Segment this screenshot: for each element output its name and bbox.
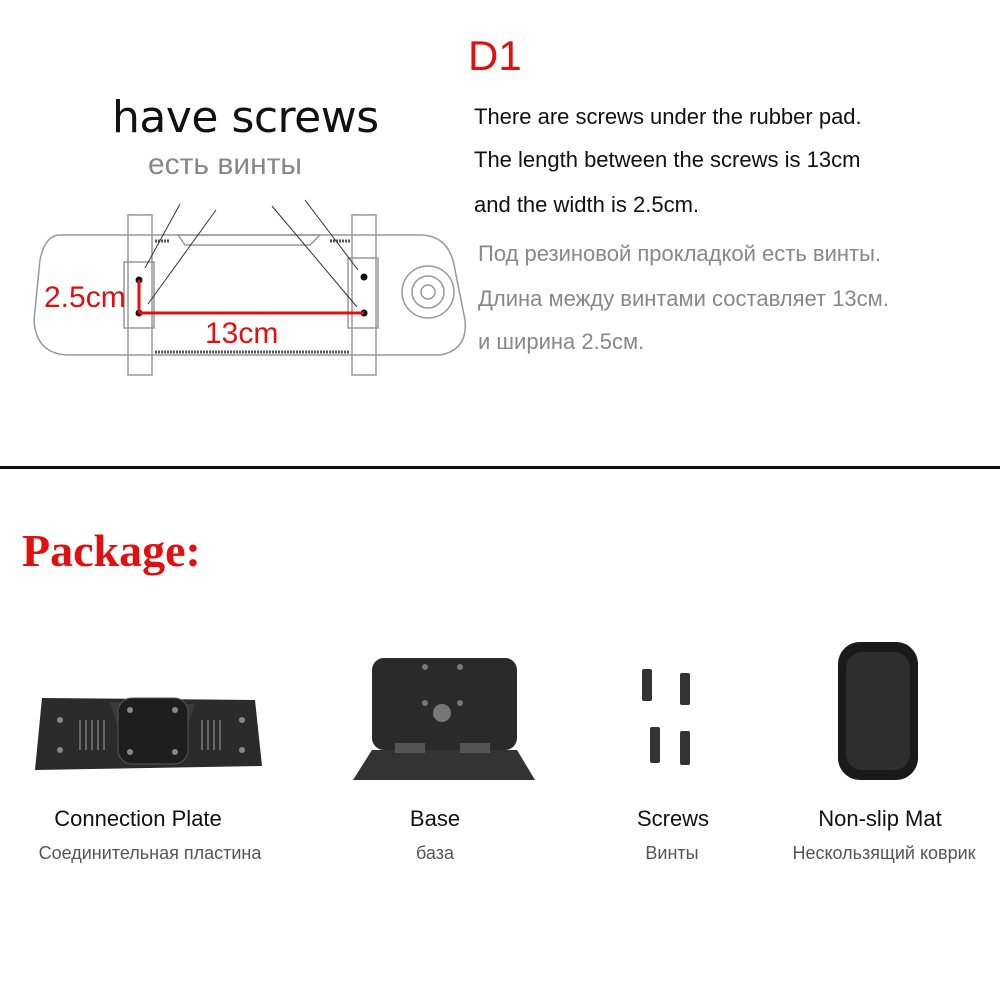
package-item-label-ru: база [416,843,454,863]
package-item-label-ru: Нескользящий коврик [792,843,976,863]
length-label: 13cm [205,317,279,350]
description-ru-line: Длина между винтами составляет 13см. [478,286,889,311]
package-item-label: Connection Plate [54,806,222,831]
connection-plate-image [30,690,265,775]
package-item-label: Base [409,806,461,831]
width-label: 2.5cm [44,281,126,314]
screws-heading: have screws [112,92,379,143]
package-title: Package: [22,525,201,576]
model-title: D1 [468,32,522,79]
description-ru-line: и ширина 2.5см. [478,329,645,354]
non-slip-mat-image [836,640,920,782]
package-item-label: Non-slip Mat [818,806,942,831]
screws-heading-ru: есть винты [148,148,302,181]
package-item-label-ru: Соединительная пластина [38,843,262,863]
description-line: The length between the screws is 13cm [474,147,861,172]
screws-image [636,665,706,770]
description-line: and the width is 2.5cm. [474,192,700,217]
section-divider [0,466,1000,469]
package-item-label-ru: Винты [645,843,699,863]
mirror-diagram [0,180,480,390]
base-image [350,655,540,785]
description-line: There are screws under the rubber pad. [474,104,862,129]
package-item-label: Screws [636,806,710,831]
description-ru-line: Под резиновой прокладкой есть винты. [478,241,882,266]
